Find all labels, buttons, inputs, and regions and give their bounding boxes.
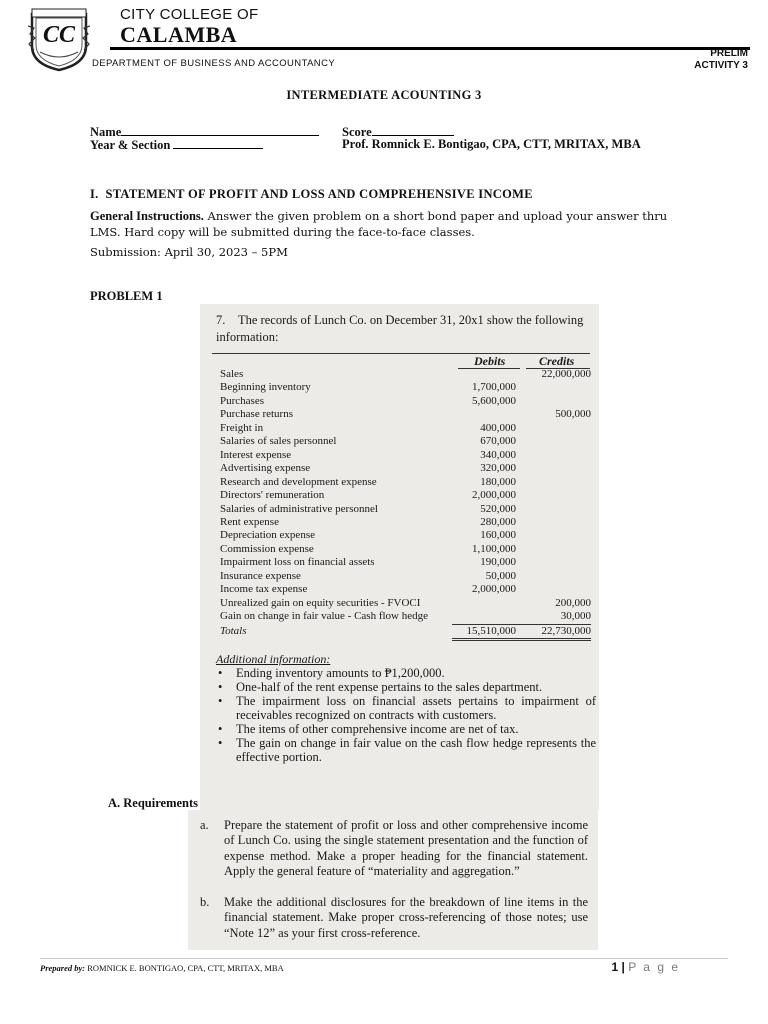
instructions-text: Answer the given problem on a short bond paper and upload your answer thru LMS. Hard copy will be submitted during the face-to-face classes. (90, 209, 668, 239)
credit-cell: 500,000 (555, 408, 591, 421)
prepared-by (40, 963, 284, 973)
debit-cell: 5,600,000 (472, 394, 516, 407)
problem-label: PROBLEM 1 (90, 289, 163, 303)
general-instructions (90, 208, 690, 240)
page-number: 1 (611, 960, 619, 974)
account-cell: Income tax expense (220, 583, 308, 596)
activity-label (694, 48, 748, 72)
account-cell: Depreciation expense (220, 529, 315, 542)
instructions-label: General Instructions. (90, 209, 204, 223)
list-item: • The impairment loss on financial assets pertains to impairment of receivables recognized on contracts with customers. (216, 694, 596, 722)
credit-cell (516, 422, 591, 435)
score-label: Score (342, 125, 372, 139)
credit-cell (516, 529, 591, 542)
credits-header: Credits (539, 354, 575, 368)
trial-balance-table (220, 368, 591, 641)
professor-name: Prof. Romnick E. Bontigao, CPA, CTT, MRITAX, MBA (342, 137, 641, 151)
credit-cell (516, 462, 591, 475)
total-credits: 22,730,000 (516, 624, 591, 639)
account-cell: Research and development expense (220, 475, 377, 488)
additional-info-list (216, 666, 596, 764)
table-row (220, 449, 591, 462)
credit-cell (516, 556, 591, 569)
problem-intro-text: The records of Lunch Co. on December 31, 20x1 show the following information: (216, 313, 584, 344)
account-cell: Commission expense (220, 542, 314, 555)
problem-intro (216, 312, 586, 346)
table-row (220, 597, 591, 610)
debit-cell: 160,000 (480, 529, 516, 542)
problem-scan (200, 304, 599, 810)
college-name-main: CALAMBA (120, 22, 238, 47)
credit-cell (516, 435, 591, 448)
credit-cell (516, 449, 591, 462)
requirement-b-label: b. (200, 895, 210, 909)
debit-cell (452, 368, 516, 381)
requirements-label: A. Requirements (108, 796, 199, 810)
table-row (220, 543, 591, 556)
credit-cell (516, 570, 591, 583)
additional-info-label: Additional information: (216, 652, 331, 666)
college-seal-icon (28, 6, 90, 72)
table-row (220, 489, 591, 502)
table-row (220, 422, 591, 435)
table-row (220, 476, 591, 489)
score-line (372, 124, 454, 136)
year-section-field[interactable] (90, 137, 263, 153)
table-row (220, 381, 591, 394)
name-label: Name (90, 125, 122, 139)
header-rule (110, 47, 750, 50)
account-cell: Unrealized gain on equity securities - FVOCI (220, 596, 421, 609)
requirement-b-text: Make the additional disclosures for the breakdown of line items in the financial statement. Make proper cross-referencing of those notes; use “Note 12” as your first cross-reference. (224, 895, 588, 940)
credit-cell (516, 381, 591, 394)
debit-cell: 670,000 (480, 435, 516, 448)
debits-header: Debits (474, 354, 506, 368)
credit-cell (516, 516, 591, 529)
prelim-label: PRELIM (710, 48, 748, 59)
account-cell: Beginning inventory (220, 381, 311, 394)
submission-deadline: Submission: April 30, 2023 – 5PM (90, 245, 288, 259)
table-row (220, 516, 591, 529)
debit-cell: 2,000,000 (472, 583, 516, 596)
account-cell: Directors' remuneration (220, 489, 325, 502)
credit-cell (516, 395, 591, 408)
account-cell: Gain on change in fair value - Cash flow hedge (220, 610, 429, 623)
account-cell: Freight in (220, 421, 264, 434)
svg-text:CC: CC (42, 22, 76, 48)
account-cell: Sales (220, 368, 244, 380)
total-debits: 15,510,000 (452, 624, 516, 639)
debit-cell: 280,000 (480, 515, 516, 528)
prepared-by-label: Prepared by: (40, 963, 86, 973)
college-name-top: CITY COLLEGE OF (120, 6, 259, 23)
requirement-b (200, 895, 588, 941)
footer-rule (40, 958, 728, 959)
debit-cell (452, 408, 516, 421)
table-row (220, 529, 591, 542)
account-cell: Rent expense (220, 515, 279, 528)
credit-cell (516, 583, 591, 596)
list-item: • One-half of the rent expense pertains to the sales department. (216, 680, 596, 694)
section-title: STATEMENT OF PROFIT AND LOSS AND COMPREHENSIVE INCOME (105, 187, 533, 201)
account-cell: Impairment loss on financial assets (220, 556, 375, 569)
credit-cell (516, 476, 591, 489)
debit-cell: 1,700,000 (472, 381, 516, 394)
account-cell: Salaries of administrative personnel (220, 502, 378, 515)
account-cell: Purchase returns (220, 408, 294, 421)
account-cell: Purchases (220, 394, 264, 407)
section-heading (90, 187, 533, 202)
credit-cell (516, 489, 591, 502)
list-item: • Ending inventory amounts to ₱1,200,000. (216, 666, 596, 680)
table-row (220, 462, 591, 475)
table-row (220, 435, 591, 448)
requirement-a-label: a. (200, 818, 209, 832)
page-word: P a g e (628, 960, 680, 974)
credit-cell: 200,000 (555, 596, 591, 609)
list-item: • The items of other comprehensive income are net of tax. (216, 722, 596, 736)
table-row (220, 408, 591, 421)
credit-cell (516, 503, 591, 516)
requirements-scan (188, 810, 598, 950)
table-row (220, 583, 591, 596)
credit-cell (516, 543, 591, 556)
prepared-by-name: ROMNICK E. BONTIGAO, CPA, CTT, MRITAX, MBA (87, 963, 284, 973)
table-row (220, 395, 591, 408)
table-row (220, 610, 591, 624)
debit-cell: 1,100,000 (472, 542, 516, 555)
section-number: I. (90, 187, 99, 201)
debit-cell: 320,000 (480, 462, 516, 475)
course-title: INTERMEDIATE ACOUNTING 3 (286, 88, 482, 102)
credit-cell: 30,000 (560, 610, 591, 623)
activity-number: ACTIVITY 3 (694, 60, 748, 71)
totals-label: Totals (220, 625, 247, 638)
debit-cell: 190,000 (480, 556, 516, 569)
table-row (220, 570, 591, 583)
page-footer: 1 | P a g e (611, 960, 680, 974)
debit-cell (452, 610, 516, 624)
name-line (121, 124, 319, 136)
account-cell: Insurance expense (220, 569, 301, 582)
debit-cell: 180,000 (480, 475, 516, 488)
requirement-a-text: Prepare the statement of profit or loss and other comprehensive income of Lunch Co. using the single statement presentation and the function of expense method. Make a proper heading for the financial statement. Apply the general feature of “materiality and aggregation.” (224, 818, 588, 879)
debit-cell: 340,000 (480, 448, 516, 461)
department-name: DEPARTMENT OF BUSINESS AND ACCOUNTANCY (92, 58, 336, 69)
list-item: • The gain on change in fair value on the cash flow hedge represents the effective portion. (216, 736, 596, 764)
totals-row (220, 624, 591, 639)
credit-cell: 22,000,000 (541, 368, 591, 380)
year-section-label: Year & Section (90, 138, 171, 152)
account-cell: Interest expense (220, 448, 292, 461)
problem-number: 7. (216, 313, 226, 327)
debit-cell: 400,000 (480, 421, 516, 434)
debit-cell (452, 597, 516, 610)
requirement-a (200, 818, 588, 880)
table-top-rule (212, 353, 590, 354)
debit-cell: 50,000 (485, 569, 516, 582)
table-row (220, 368, 591, 381)
debit-cell: 520,000 (480, 502, 516, 515)
table-row (220, 556, 591, 569)
account-cell: Salaries of sales personnel (220, 435, 337, 448)
year-section-line (173, 137, 263, 149)
debit-cell: 2,000,000 (472, 489, 516, 502)
account-cell: Advertising expense (220, 462, 311, 475)
table-row (220, 503, 591, 516)
